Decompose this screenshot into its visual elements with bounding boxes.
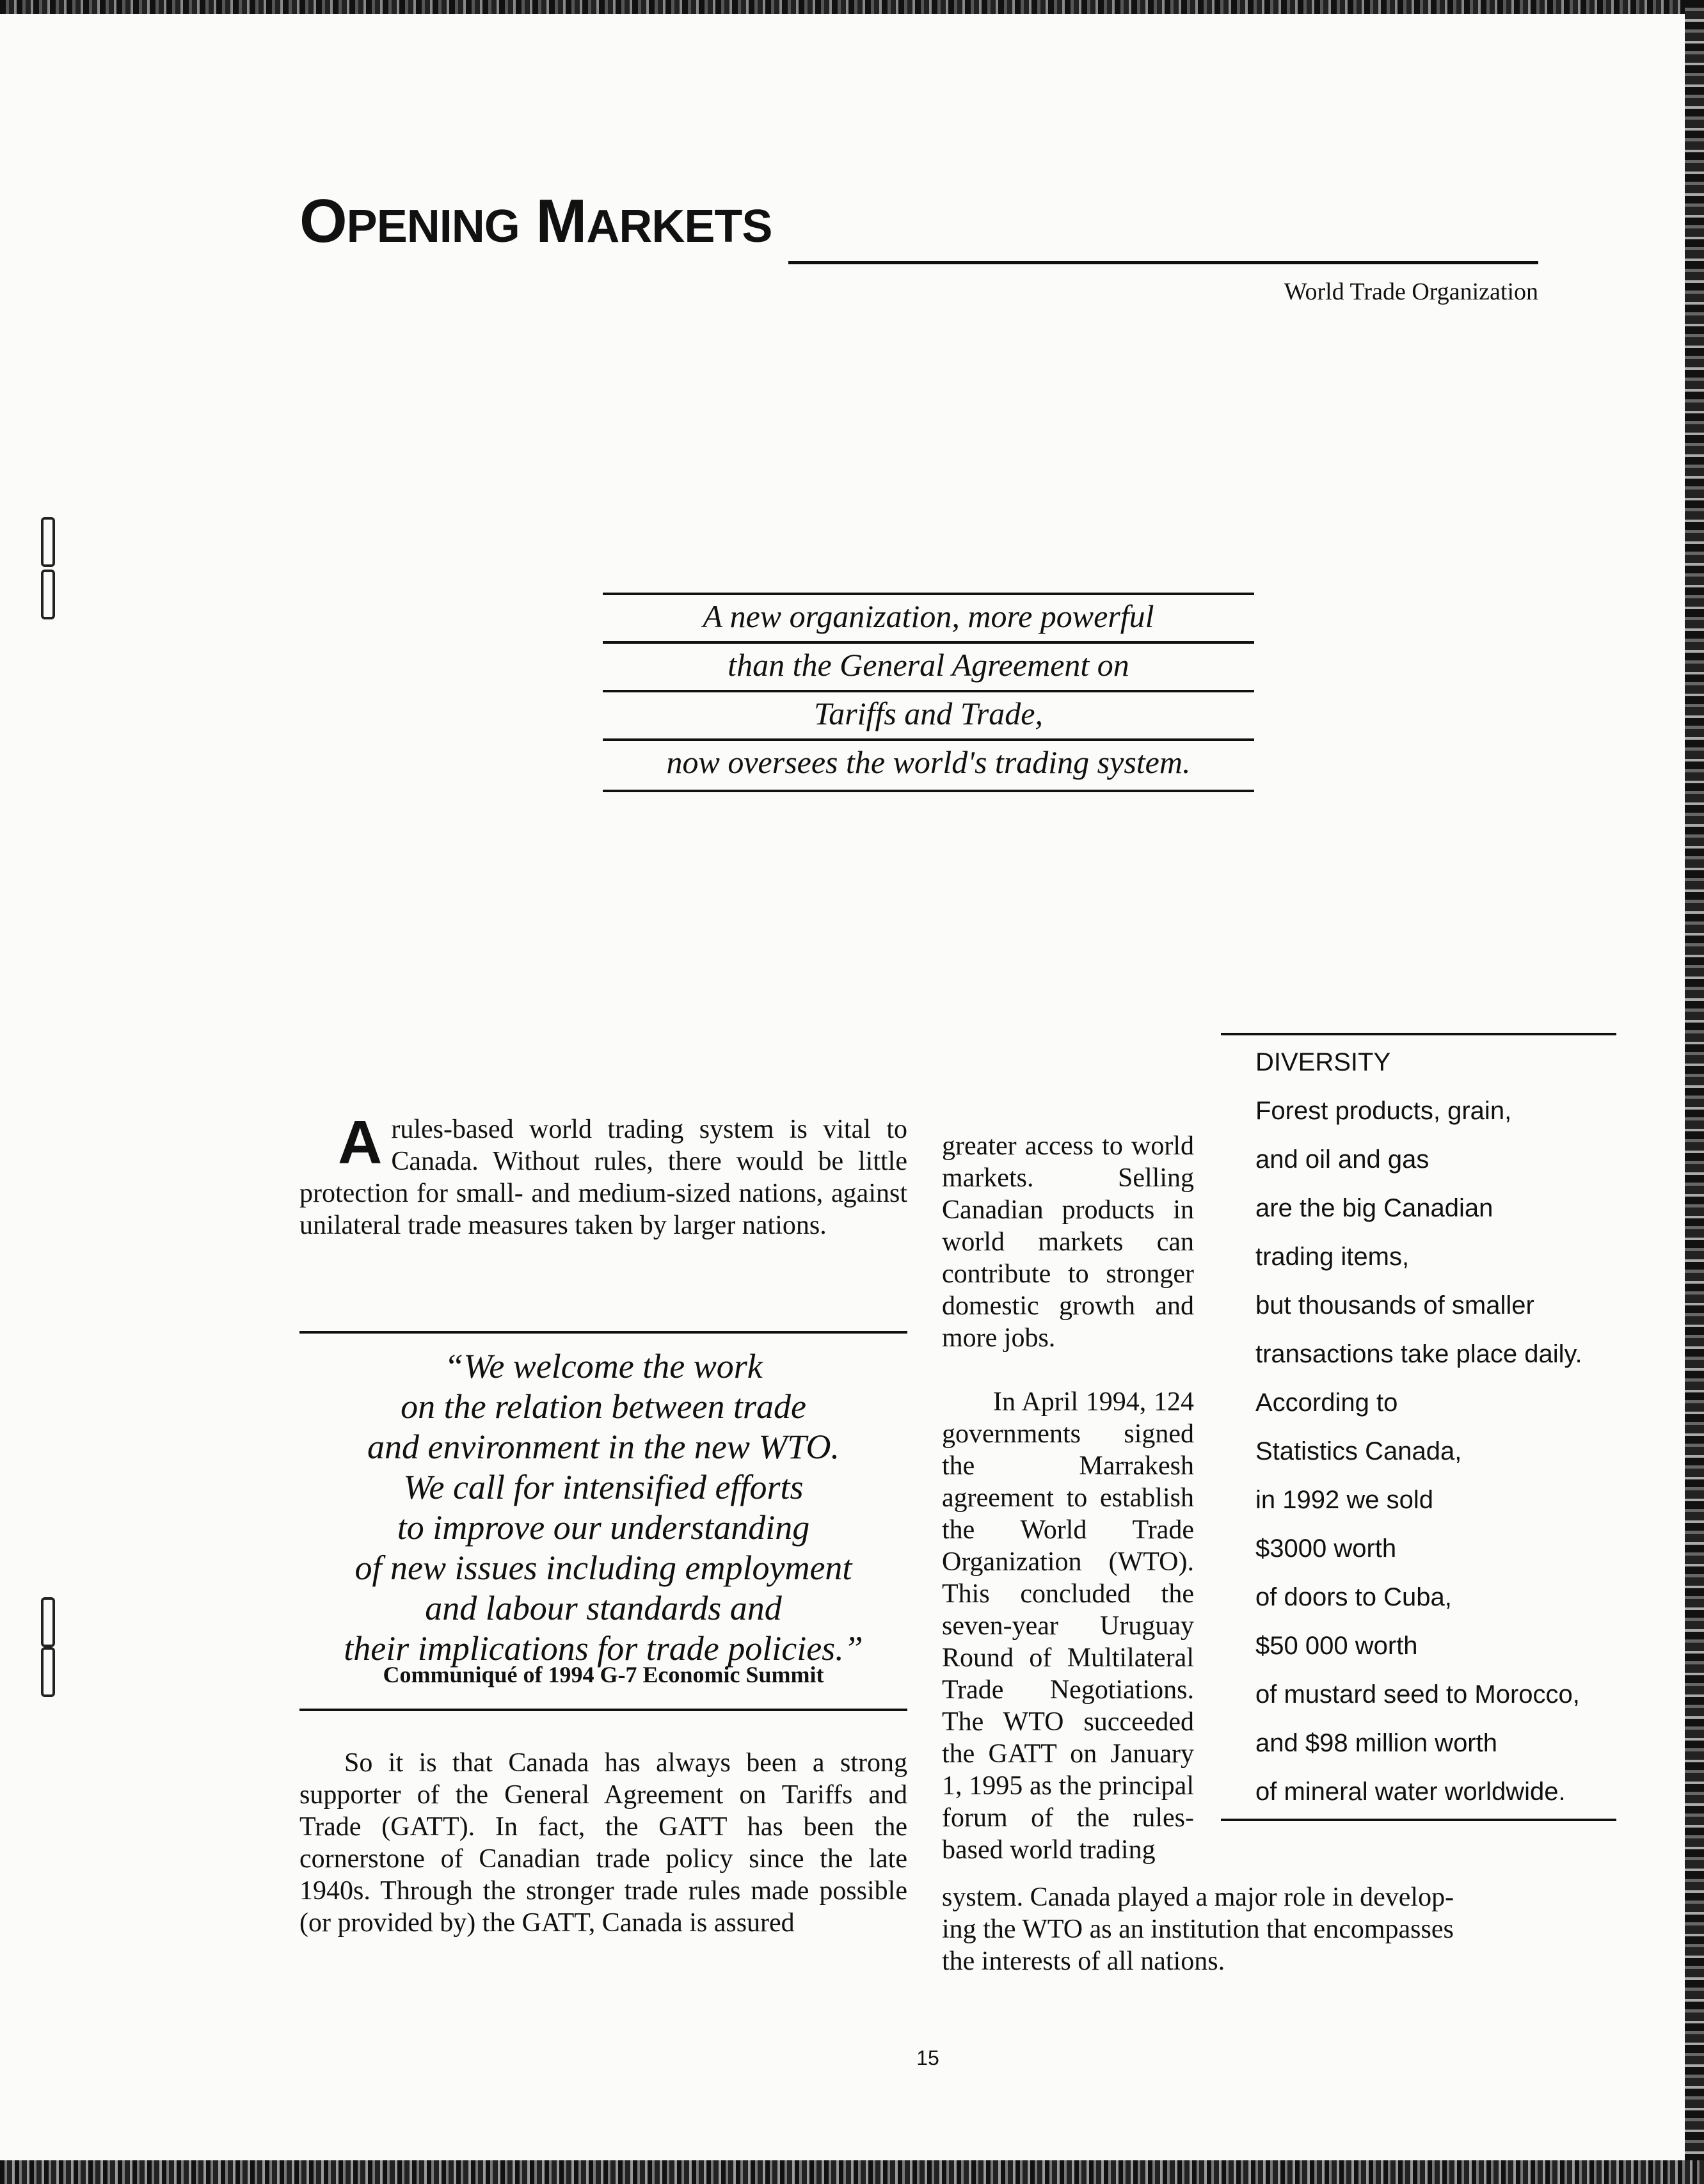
scan-edge-right xyxy=(1685,0,1704,2184)
sidebar-line: but thousands of smaller xyxy=(1255,1291,1534,1319)
sidebar-line: and oil and gas xyxy=(1255,1145,1429,1174)
sidebar-heading: DIVERSITY xyxy=(1255,1048,1391,1076)
scan-edge-bottom xyxy=(0,2160,1704,2184)
quote-line: to improve our understanding xyxy=(397,1508,810,1547)
page-number: 15 xyxy=(916,2046,939,2069)
subhead: World Trade Organization xyxy=(1284,278,1538,305)
scan-edge-top xyxy=(0,0,1704,14)
pull-quote-rule xyxy=(603,790,1254,792)
pull-quote-line: than the General Agreement on xyxy=(728,647,1129,683)
binder-hole xyxy=(41,1647,55,1697)
sidebar-line: of mustard seed to Morocco, xyxy=(1255,1680,1580,1709)
pull-quote-line: Tariffs and Trade, xyxy=(813,696,1043,731)
sidebar-top-rule xyxy=(1221,1033,1616,1035)
sidebar-line: Forest products, grain, xyxy=(1255,1097,1512,1125)
pull-quote-line: now oversees the world's trading system. xyxy=(666,744,1191,780)
sidebar-line: $50 000 worth xyxy=(1255,1632,1418,1660)
sidebar-line: of doors to Cuba, xyxy=(1255,1583,1452,1611)
drop-cap: A xyxy=(338,1108,383,1177)
quote-line: and environment in the new WTO. xyxy=(367,1428,840,1466)
quote-top-rule xyxy=(299,1331,907,1334)
sidebar-line: and $98 million worth xyxy=(1255,1729,1497,1757)
quote-bottom-rule xyxy=(299,1709,907,1711)
sidebar-bottom-rule xyxy=(1221,1819,1616,1821)
gatt-paragraph: So it is that Canada has always been a strong supporter of the General Agreement on Tariffs and Trade (GATT). In fact, the GATT has been the cornerstone of Canadian trade policy since the late 1940s. Through the stronger trade rules made possible (or provided by) the GATT, Canada is assured xyxy=(299,1748,907,1938)
sidebar-line: in 1992 we sold xyxy=(1255,1486,1433,1514)
quote-line: of new issues including employment xyxy=(354,1549,852,1587)
quote-line: on the relation between trade xyxy=(401,1387,806,1426)
sidebar-line: $3000 worth xyxy=(1255,1534,1397,1563)
sidebar-line: According to xyxy=(1255,1389,1398,1417)
sidebar-line: of mineral water worldwide. xyxy=(1255,1778,1566,1806)
page-title: OPENING MARKETS xyxy=(299,187,772,255)
intro-paragraph xyxy=(299,1108,907,1241)
sidebar-line: are the big Canadian xyxy=(1255,1194,1493,1222)
intro-text: rules-based world trading system is vital to Canada. Without rules, there would be little protection for small- and medium-sized nations, against unilateral trade measures taken by larger nations. xyxy=(299,1115,907,1240)
quote-line: their implications for trade policies.” xyxy=(344,1629,863,1668)
binder-hole xyxy=(41,517,55,567)
title-rule xyxy=(788,261,1538,264)
pull-quote-line: A new organization, more powerful xyxy=(703,598,1154,634)
binder-hole xyxy=(41,570,55,619)
quote-citation: Communiqué of 1994 G-7 Economic Summit xyxy=(383,1662,824,1687)
sidebar-line: Statistics Canada, xyxy=(1255,1437,1462,1465)
quote-line: We call for intensified efforts xyxy=(403,1468,804,1506)
sidebar-line: transactions take place daily. xyxy=(1255,1340,1582,1368)
continuation-line: ing the WTO as an institution that encompasses xyxy=(942,1915,1454,1944)
wto-paragraph: In April 1994, 124 governments signed the Marrakesh agreement to establish the World Trade Organization (WTO). This concluded the seven-year Uruguay Round of Multilateral Trade Negotiations. The WTO succeeded the GATT on January 1, 1995 as the principal forum of the rules-based world trading xyxy=(942,1387,1194,1865)
sidebar-line: trading items, xyxy=(1255,1243,1410,1271)
continuation-line: the interests of all nations. xyxy=(942,1947,1225,1976)
access-paragraph: greater access to world markets. Selling Canadian products in world markets can contribute to stronger domestic growth and more jobs. xyxy=(942,1131,1194,1353)
quote-line: and labour standards and xyxy=(425,1589,782,1627)
quote-line: “We welcome the work xyxy=(444,1347,763,1385)
binder-hole xyxy=(41,1597,55,1647)
continuation-line: system. Canada played a major role in develop- xyxy=(942,1883,1454,1912)
